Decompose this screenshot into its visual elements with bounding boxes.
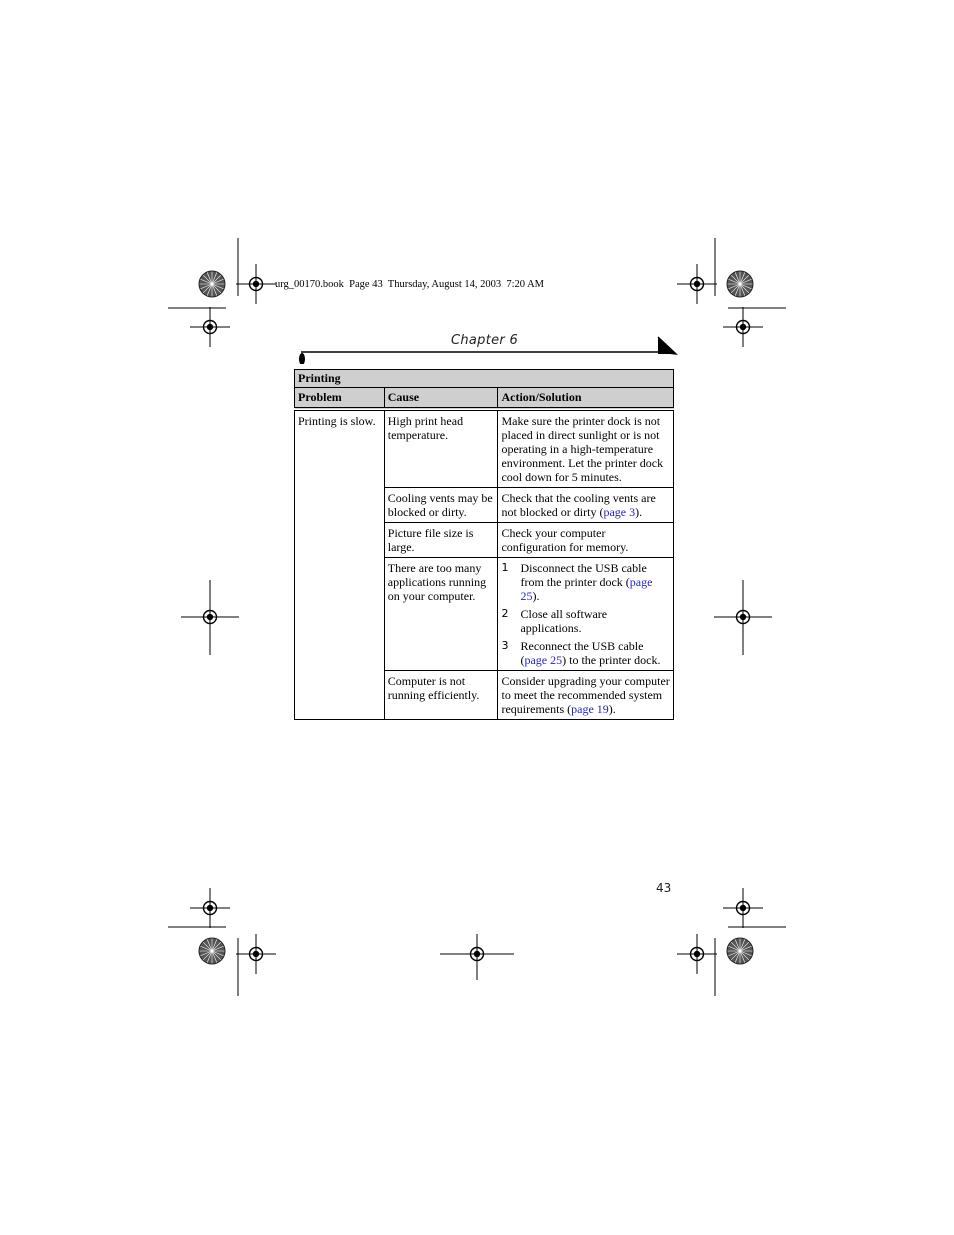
cause-cell: High print head temperature. (384, 409, 498, 488)
page-number: 43 (656, 881, 672, 895)
color-star-top-right (727, 271, 753, 297)
table-row (295, 409, 674, 488)
step-item: 3 Reconnect the USB cable (page 25) to the printer dock. (501, 639, 661, 667)
action-cell: Consider upgrading your computer to meet the recommended system requirements (page 19). (498, 671, 674, 720)
cause-cell: There are too many applications running on your computer. (384, 558, 498, 671)
action-cell: Make sure the printer dock is not placed in direct sunlight or is not operating in a high-temperature environment. Let the printer dock cool down for 5 minutes. (498, 409, 674, 488)
table-section-title: Printing (295, 370, 674, 388)
column-header-action: Action/Solution (498, 388, 674, 410)
step-number: 3 (501, 639, 509, 652)
chapter-rule (296, 334, 680, 364)
page-link[interactable]: page 19 (571, 702, 609, 716)
step-item: 1 Disconnect the USB cable from the printer dock (page 25). (501, 561, 653, 603)
color-star-bottom-left (199, 938, 225, 964)
troubleshooting-table (294, 369, 674, 720)
chapter-title: Chapter 6 (451, 333, 519, 348)
print-slug: urg_00170.book Page 43 Thursday, August 14, 2003 7:20 AM (275, 279, 545, 290)
color-star-bottom-right (727, 938, 753, 964)
page-link[interactable]: page 25 (524, 653, 563, 667)
action-cell: Check that the cooling vents are not blocked or dirty (page 3). (498, 488, 674, 523)
column-header-cause: Cause (384, 388, 498, 410)
action-cell: Check your computer configuration for memory. (498, 523, 674, 558)
table-section-row (295, 370, 674, 388)
cause-cell: Cooling vents may be blocked or dirty. (384, 488, 498, 523)
step-item: 2 Close all software applications. (501, 607, 608, 635)
step-number: 1 (501, 561, 509, 574)
action-cell (498, 558, 674, 671)
table-header-row (295, 388, 674, 410)
cause-cell: Picture file size is large. (384, 523, 498, 558)
color-star-top-left (199, 271, 225, 297)
page-link[interactable]: page 3 (603, 505, 636, 519)
column-header-problem: Problem (295, 388, 385, 410)
cause-cell: Computer is not running efficiently. (384, 671, 498, 720)
step-number: 2 (501, 607, 509, 620)
problem-cell: Printing is slow. (295, 409, 385, 720)
page-link[interactable]: page 25 (520, 575, 653, 603)
